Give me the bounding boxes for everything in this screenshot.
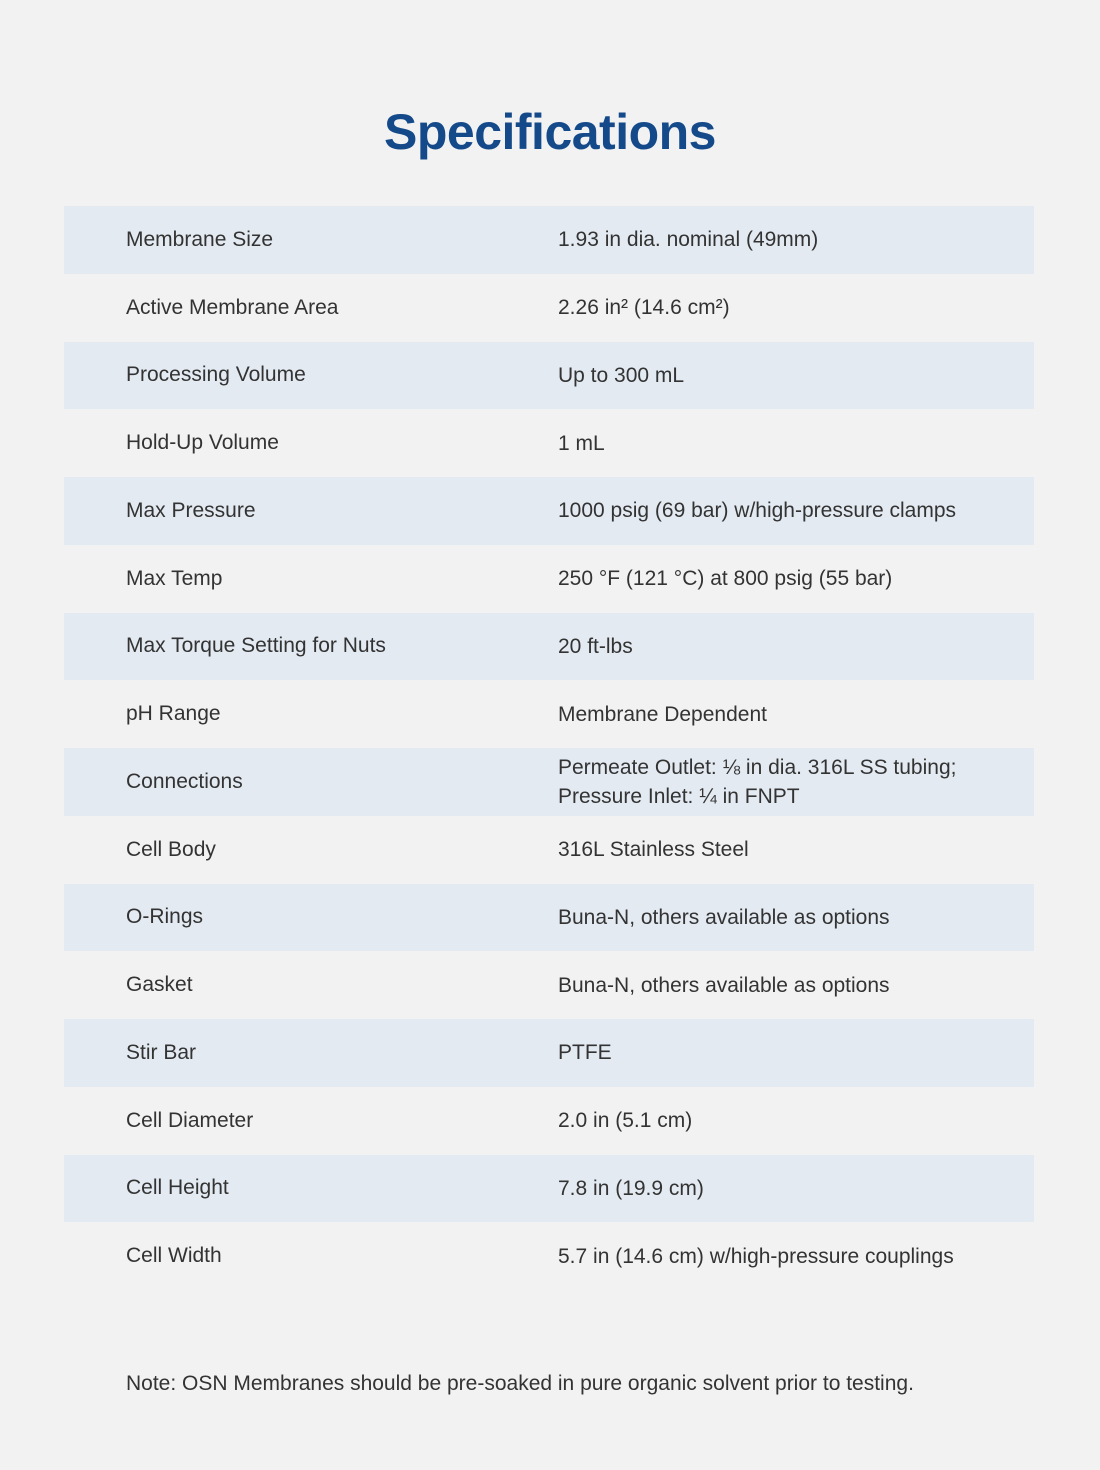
spec-value-line: Permeate Outlet: ⅛ in dia. 316L SS tubing; [558, 755, 957, 779]
spec-row-connections [64, 748, 1034, 816]
spec-label: Processing Volume [126, 363, 306, 387]
spec-value: Buna-N, others available as options [558, 973, 890, 997]
spec-value: 20 ft-lbs [558, 634, 633, 658]
spec-row-stir-bar [64, 1019, 1034, 1087]
spec-row-hold-up-volume [64, 409, 1034, 477]
spec-value [496, 753, 1034, 811]
spec-label: Max Torque Setting for Nuts [126, 634, 386, 658]
spec-value: 2.26 in² (14.6 cm²) [558, 296, 730, 320]
spec-row-max-torque [64, 613, 1034, 681]
spec-row-max-pressure [64, 477, 1034, 545]
spec-value-line: Pressure Inlet: ¼ in FNPT [558, 784, 800, 808]
spec-value: 316L Stainless Steel [558, 838, 749, 862]
spec-row-ph-range [64, 680, 1034, 748]
spec-value: 1 mL [558, 431, 605, 455]
spec-row-cell-height [64, 1155, 1034, 1223]
spec-row-max-temp [64, 545, 1034, 613]
spec-value: 1.93 in dia. nominal (49mm) [558, 228, 819, 252]
spec-row-cell-body [64, 816, 1034, 884]
spec-label: Active Membrane Area [126, 295, 339, 319]
spec-row-cell-width [64, 1222, 1034, 1290]
spec-label: Cell Diameter [126, 1108, 254, 1132]
spec-value: 1000 psig (69 bar) w/high-pressure clamps [558, 499, 957, 523]
spec-label: Cell Height [126, 1176, 229, 1200]
spec-row-gasket [64, 951, 1034, 1019]
spec-label: Membrane Size [126, 227, 274, 251]
spec-label: Gasket [126, 973, 193, 997]
footnote: Note: OSN Membranes should be pre-soaked in pure organic solvent prior to testing. [126, 1372, 914, 1395]
spec-row-cell-diameter [64, 1087, 1034, 1155]
spec-row-o-rings [64, 884, 1034, 952]
spec-value: 2.0 in (5.1 cm) [558, 1109, 693, 1133]
spec-label: Max Pressure [126, 498, 256, 522]
spec-value: 7.8 in (19.9 cm) [558, 1176, 704, 1200]
spec-label: Cell Body [126, 837, 216, 861]
spec-value: 250 °F (121 °C) at 800 psig (55 bar) [558, 567, 893, 591]
spec-value: PTFE [558, 1041, 612, 1065]
specifications-table [64, 206, 1034, 1290]
spec-label: Stir Bar [126, 1040, 197, 1064]
spec-label: Max Temp [126, 566, 223, 590]
spec-label: Hold-Up Volume [126, 431, 279, 455]
spec-row-processing-volume [64, 342, 1034, 410]
spec-value: Up to 300 mL [558, 363, 685, 387]
spec-row-membrane-size [64, 206, 1034, 274]
spec-value: Buna-N, others available as options [558, 905, 890, 929]
spec-label: pH Range [126, 702, 221, 726]
spec-row-active-membrane-area [64, 274, 1034, 342]
spec-label: O-Rings [126, 905, 204, 929]
page-title: Specifications [384, 104, 716, 160]
spec-label: Connections [126, 769, 243, 793]
spec-label: Cell Width [126, 1244, 222, 1268]
spec-value: Membrane Dependent [558, 702, 767, 726]
spec-value: 5.7 in (14.6 cm) w/high-pressure couplings [558, 1244, 954, 1268]
